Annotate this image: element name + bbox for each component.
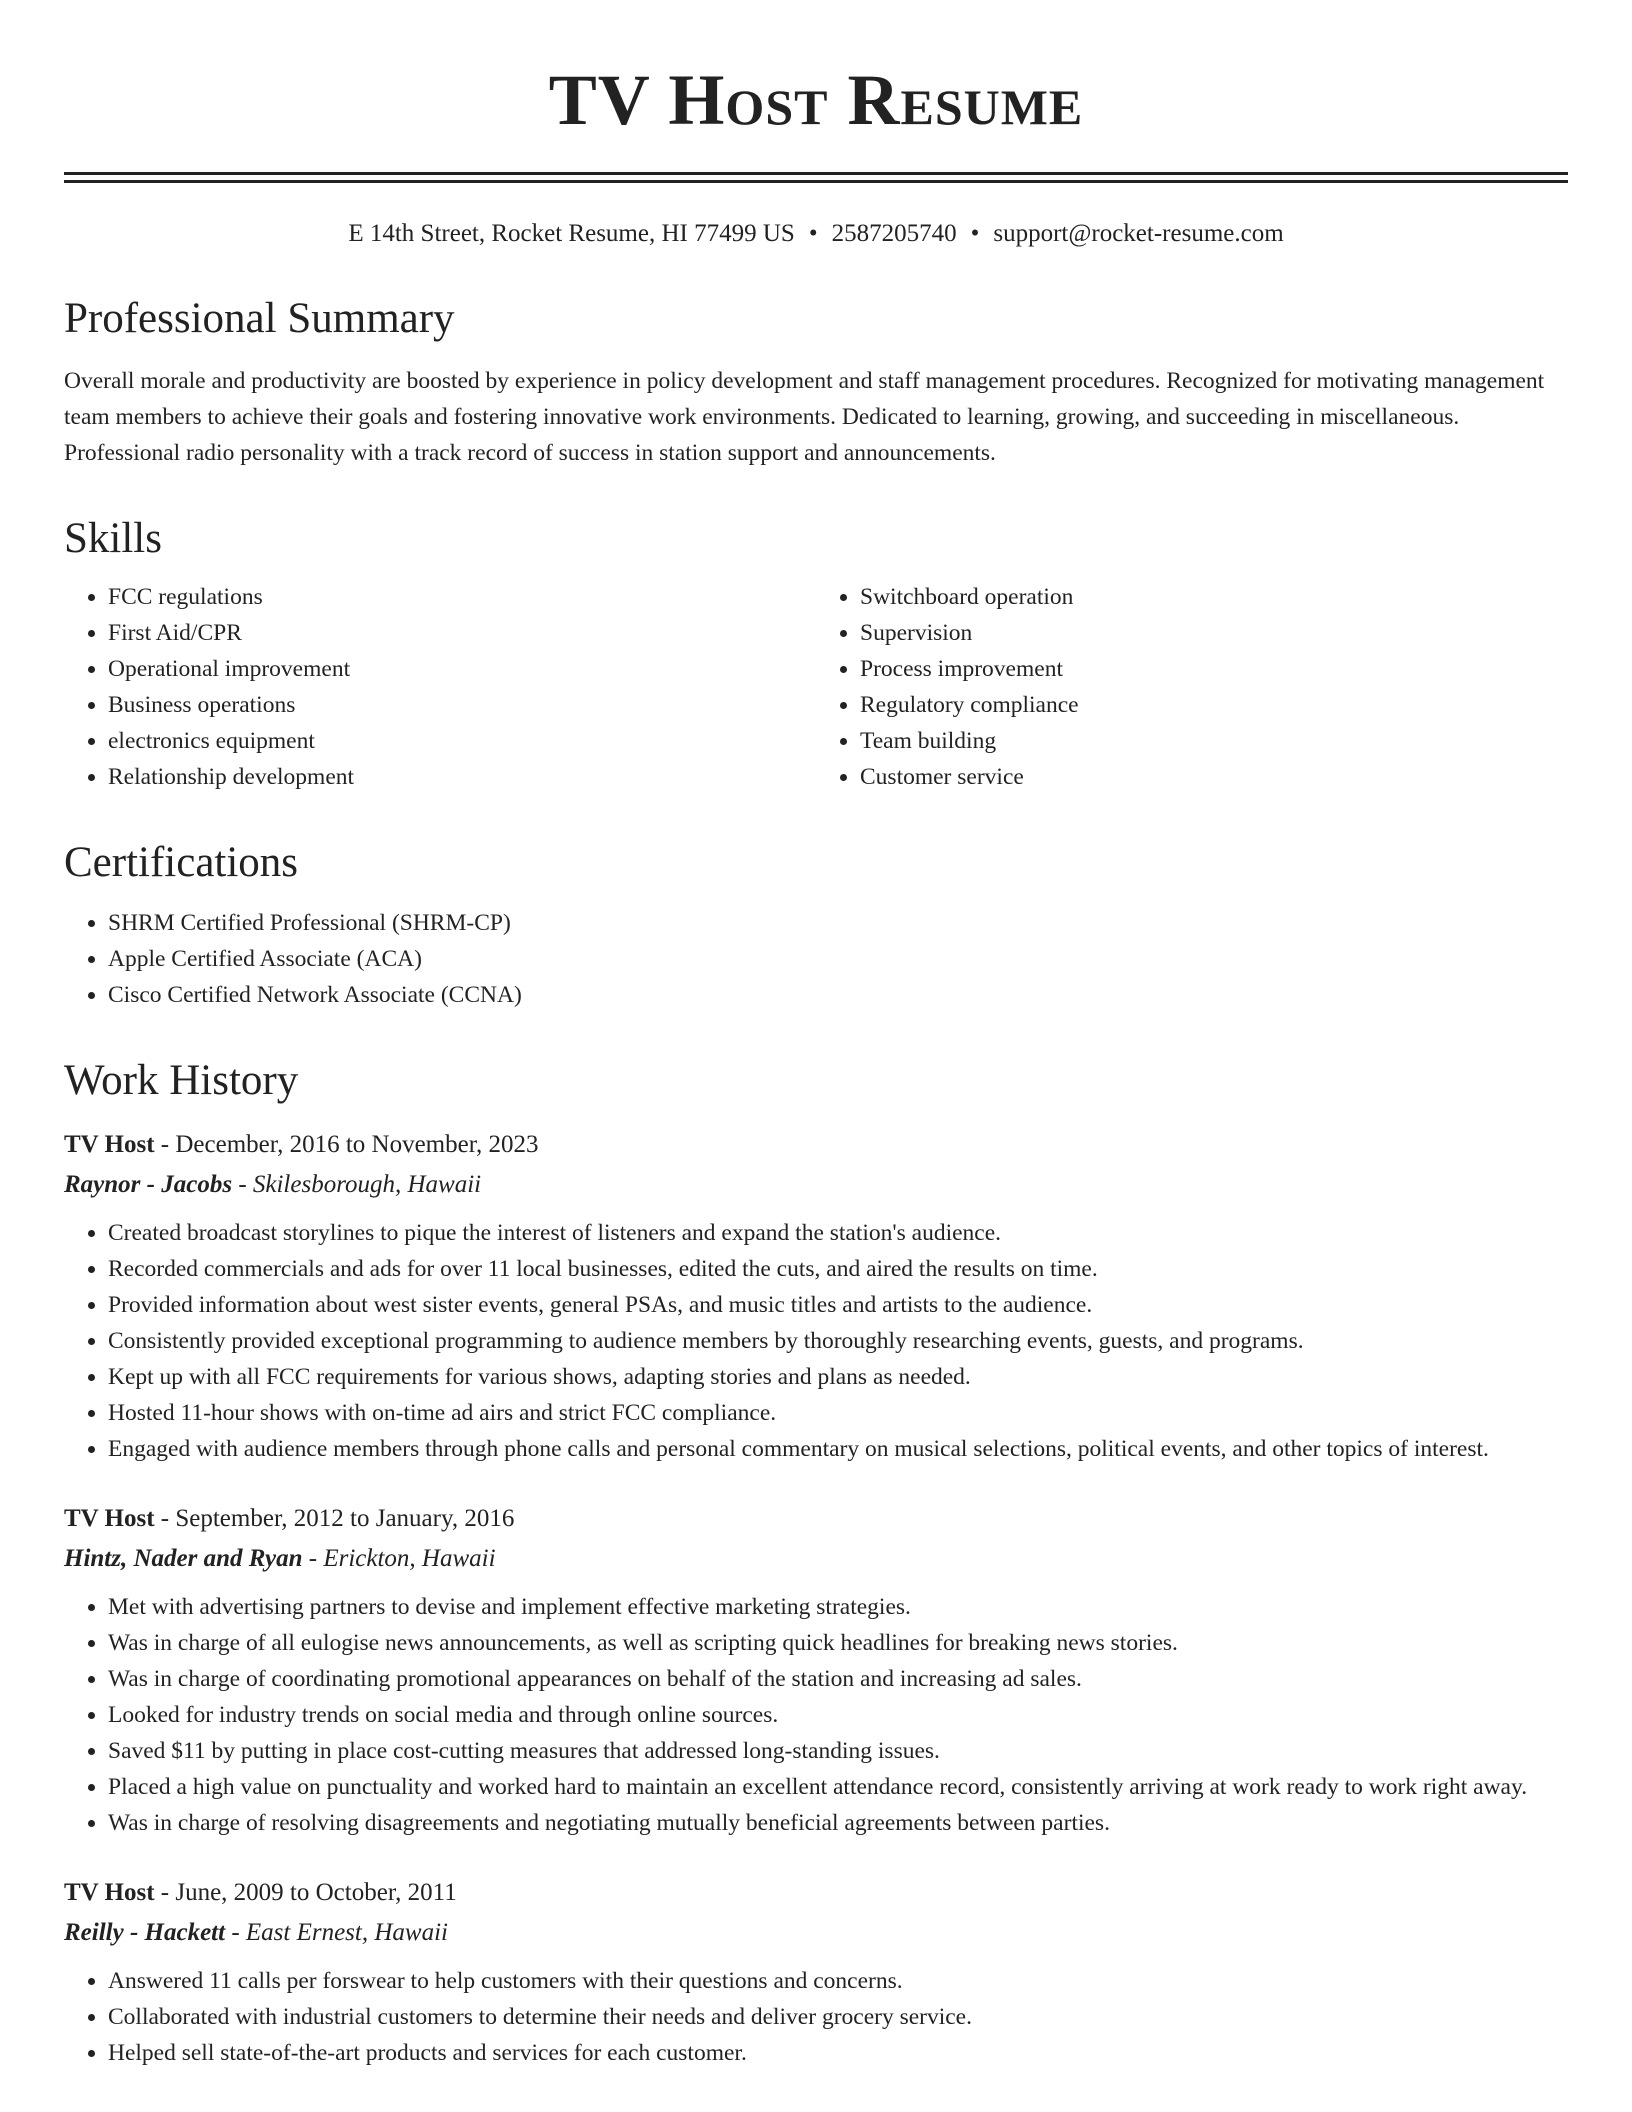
job-bullet: • Met with advertising partners to devise and implement effective marketing strategies. <box>108 1589 1568 1625</box>
job-bullet: • Was in charge of all eulogise news announcements, as well as scripting quick headlines for breaking news stories. <box>108 1625 1568 1661</box>
contact-line <box>64 217 1568 251</box>
job-bullets <box>64 1963 1568 2071</box>
job-dates: June, 2009 to October, 2011 <box>175 1879 457 1906</box>
certification-item: • SHRM Certified Professional (SHRM-CP) <box>108 905 1568 941</box>
job-bullet: • Hosted 11-hour shows with on-time ad airs and strict FCC compliance. <box>108 1395 1568 1431</box>
job-bullet: • Recorded commercials and ads for over 11 local businesses, edited the cuts, and aired the results on time. <box>108 1251 1568 1287</box>
title-divider <box>64 172 1568 183</box>
job-header: TV Host - December, 2016 to November, 2023 <box>64 1131 539 1158</box>
skills-list-left <box>64 579 816 795</box>
job-bullet: • Engaged with audience members through phone calls and personal commentary on musical selections, political events, and other topics of interest. <box>108 1431 1568 1467</box>
job-location: East Ernest, Hawaii <box>245 1919 448 1946</box>
job-bullet: • Kept up with all FCC requirements for various shows, adapting stories and plans as needed. <box>108 1359 1568 1395</box>
job-dates: December, 2016 to November, 2023 <box>175 1131 539 1158</box>
certification-item: • Apple Certified Associate (ACA) <box>108 941 1568 977</box>
job-entry <box>64 1499 1568 1841</box>
job-bullet: • Collaborated with industrial customers to determine their needs and deliver grocery service. <box>108 1999 1568 2035</box>
skill-item: • Relationship development <box>108 759 816 795</box>
skill-item: • Regulatory compliance <box>860 687 1568 723</box>
skills-columns <box>64 579 1568 795</box>
skills-list-right <box>816 579 1568 795</box>
skill-item: • FCC regulations <box>108 579 816 615</box>
job-company: Hintz, Nader and Ryan <box>64 1545 303 1572</box>
job-bullets <box>64 1215 1568 1467</box>
job-location: Erickton, Hawaii <box>323 1545 496 1572</box>
job-role: TV Host <box>64 1505 155 1532</box>
job-bullet: • Answered 11 calls per forswear to help customers with their questions and concerns. <box>108 1963 1568 1999</box>
contact-separator: • <box>970 220 980 247</box>
summary-text: Overall morale and productivity are boosted by experience in policy development and staff management procedures. Recognized for motivating management team members to achieve their goals and fostering innovative work environments. Dedicated to learning, growing, and succeeding in miscellaneous. Professional radio personality with a track record of success in station support and announcements. <box>64 368 1545 466</box>
contact-phone: 2587205740 <box>831 220 957 247</box>
job-bullet: • Was in charge of resolving disagreements and negotiating mutually beneficial agreements between parties. <box>108 1805 1568 1841</box>
skill-item: • First Aid/CPR <box>108 615 816 651</box>
contact-separator: • <box>808 220 818 247</box>
job-employer: Reilly - Hackett - East Ernest, Hawaii <box>64 1919 448 1946</box>
job-bullet: • Was in charge of coordinating promotional appearances on behalf of the station and increasing ad sales. <box>108 1661 1568 1697</box>
job-bullet: • Looked for industry trends on social media and through online sources. <box>108 1697 1568 1733</box>
skill-item: • electronics equipment <box>108 723 816 759</box>
job-bullets <box>64 1589 1568 1841</box>
job-bullet: • Created broadcast storylines to pique the interest of listeners and expand the station's audience. <box>108 1215 1568 1251</box>
job-dates: September, 2012 to January, 2016 <box>175 1505 515 1532</box>
job-header: TV Host - September, 2012 to January, 2016 <box>64 1505 515 1532</box>
job-location: Skilesborough, Hawaii <box>252 1171 482 1198</box>
skill-item: • Supervision <box>860 615 1568 651</box>
job-header: TV Host - June, 2009 to October, 2011 <box>64 1879 457 1906</box>
job-entry <box>64 1125 1568 1467</box>
job-bullet: • Helped sell state-of-the-art products and services for each customer. <box>108 2035 1568 2071</box>
job-bullet: • Saved $11 by putting in place cost-cutting measures that addressed long-standing issues. <box>108 1733 1568 1769</box>
skills-heading: Skills <box>64 515 162 562</box>
skill-item: • Operational improvement <box>108 651 816 687</box>
page-title: TV Host Resume <box>548 60 1084 140</box>
work-history-heading: Work History <box>64 1057 299 1104</box>
contact-address: E 14th Street, Rocket Resume, HI 77499 US <box>348 220 795 247</box>
certifications-heading: Certifications <box>64 839 299 886</box>
certification-item: • Cisco Certified Network Associate (CCNA) <box>108 977 1568 1013</box>
job-bullet: • Placed a high value on punctuality and worked hard to maintain an excellent attendance record, consistently arriving at work ready to work right away. <box>108 1769 1568 1805</box>
job-role: TV Host <box>64 1131 155 1158</box>
job-bullet: • Consistently provided exceptional programming to audience members by thoroughly researching events, guests, and programs. <box>108 1323 1568 1359</box>
job-company: Raynor - Jacobs <box>64 1171 233 1198</box>
job-employer: Hintz, Nader and Ryan - Erickton, Hawaii <box>64 1545 496 1572</box>
summary-heading: Professional Summary <box>64 295 455 342</box>
certifications-list <box>64 905 1568 1013</box>
contact-email: support@rocket-resume.com <box>993 220 1284 247</box>
skill-item: • Switchboard operation <box>860 579 1568 615</box>
skill-item: • Business operations <box>108 687 816 723</box>
skill-item: • Customer service <box>860 759 1568 795</box>
skill-item: • Team building <box>860 723 1568 759</box>
job-bullet: • Provided information about west sister events, general PSAs, and music titles and artists to the audience. <box>108 1287 1568 1323</box>
job-company: Reilly - Hackett <box>64 1919 226 1946</box>
skill-item: • Process improvement <box>860 651 1568 687</box>
job-employer: Raynor - Jacobs - Skilesborough, Hawaii <box>64 1171 482 1198</box>
job-role: TV Host <box>64 1879 155 1906</box>
job-entry <box>64 1873 1568 2071</box>
